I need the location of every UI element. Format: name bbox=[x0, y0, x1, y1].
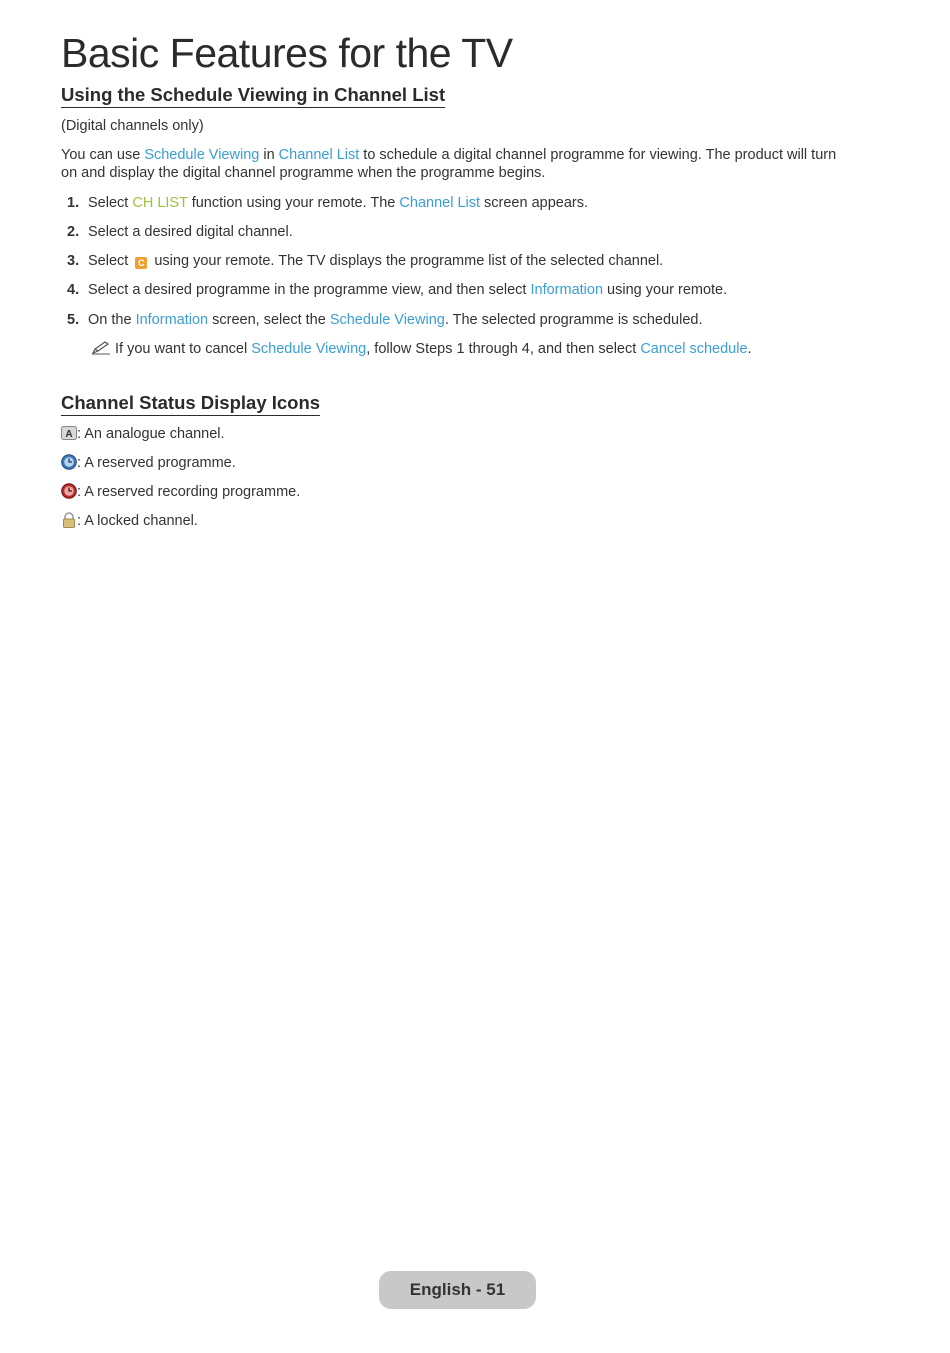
page-title: Basic Features for the TV bbox=[61, 30, 513, 76]
status-row-locked: : A locked channel. bbox=[61, 512, 198, 530]
section-heading-status-icons: Channel Status Display Icons bbox=[61, 392, 320, 416]
ch-list-key: CH LIST bbox=[132, 195, 188, 211]
reserved-clock-icon bbox=[61, 454, 77, 470]
information-term: Information bbox=[135, 312, 209, 328]
status-row-reserved: : A reserved programme. bbox=[61, 454, 236, 472]
lock-icon bbox=[61, 512, 77, 528]
schedule-viewing-term: Schedule Viewing bbox=[251, 341, 367, 357]
note: If you want to cancel Schedule Viewing, follow Steps 1 through 4, and then select Cancel schedule. bbox=[91, 340, 752, 358]
status-row-analogue: A : An analogue channel. bbox=[61, 425, 225, 443]
channel-list-term: Channel List bbox=[399, 195, 481, 211]
section-heading-schedule-viewing: Using the Schedule Viewing in Channel List bbox=[61, 84, 445, 108]
schedule-viewing-term: Schedule Viewing bbox=[144, 147, 260, 163]
schedule-viewing-term: Schedule Viewing bbox=[329, 312, 445, 328]
recording-clock-icon bbox=[61, 483, 77, 499]
channel-list-term: Channel List bbox=[278, 147, 360, 163]
qualifier-text: (Digital channels only) bbox=[61, 118, 204, 134]
page-number-badge: English - 51 bbox=[379, 1271, 536, 1309]
pencil-note-icon bbox=[91, 341, 111, 355]
analogue-icon bbox=[61, 425, 77, 441]
status-row-recording: : A reserved recording programme. bbox=[61, 483, 300, 501]
cancel-schedule-term: Cancel schedule bbox=[640, 341, 748, 357]
information-term: Information bbox=[530, 282, 604, 298]
c-button-icon: C bbox=[135, 257, 147, 269]
svg-text:A: A bbox=[65, 429, 73, 440]
intro-paragraph: You can use Schedule Viewing in Channel List to schedule a digital channel programme for viewing. The product will turn on and display the digital channel programme when the programme begins. bbox=[61, 147, 837, 181]
